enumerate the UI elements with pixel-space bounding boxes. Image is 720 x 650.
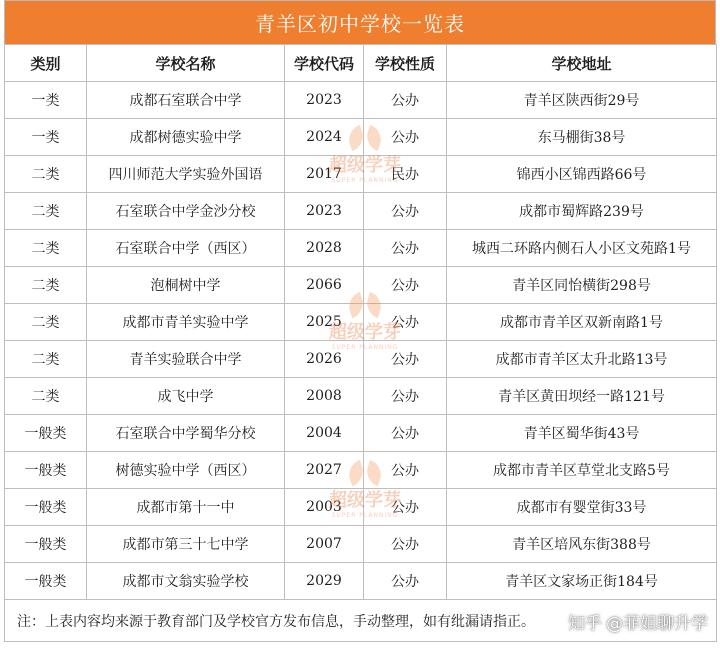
school-code-cell: 2029 [285, 563, 364, 600]
table-row [5, 82, 717, 119]
credit-site: 知乎 [568, 614, 602, 634]
school-type-cell: 公办 [364, 563, 447, 600]
school-code-cell: 2008 [285, 378, 364, 415]
school-name-cell: 树德实验中学（西区） [87, 452, 285, 489]
school-code-cell: 2023 [285, 82, 364, 119]
table-row [5, 378, 717, 415]
school-name-cell: 成都市第十一中 [87, 489, 285, 526]
school-type-cell: 公办 [364, 415, 447, 452]
school-type-cell: 公办 [364, 489, 447, 526]
school-name-cell: 成都市青羊实验中学 [87, 304, 285, 341]
table-row [5, 452, 717, 489]
school-name-cell: 石室联合中学（西区） [87, 230, 285, 267]
watermark-text: 超级学芽 [329, 155, 401, 176]
table-row [5, 526, 717, 563]
header-category: 类别 [5, 45, 87, 82]
header-school-name: 学校名称 [87, 45, 285, 82]
school-code-cell: 2027 [285, 452, 364, 489]
school-address-cell: 锦西小区锦西路66号 [447, 156, 717, 193]
credit-author: @菲姐聊升学 [606, 614, 708, 634]
table-row [5, 489, 717, 526]
school-list-sheet [4, 0, 716, 650]
school-address-cell: 成都市青羊区草堂北支路5号 [447, 452, 717, 489]
school-code-cell: 2004 [285, 415, 364, 452]
school-type-cell: 民办 [364, 156, 447, 193]
school-name-cell: 青羊实验联合中学 [87, 341, 285, 378]
school-code-cell: 2003 [285, 489, 364, 526]
school-code-cell: 2017 [285, 156, 364, 193]
school-type-cell: 公办 [364, 341, 447, 378]
school-code-cell: 2066 [285, 267, 364, 304]
category-cell: 一般类 [5, 563, 87, 600]
watermark-subtext: SUPER PLANNING [331, 177, 399, 184]
table-row [5, 341, 717, 378]
school-code-cell: 2007 [285, 526, 364, 563]
watermark-text: 超级学芽 [329, 490, 401, 511]
school-type-cell: 公办 [364, 119, 447, 156]
school-address-cell: 成都市有婴堂街33号 [447, 489, 717, 526]
table-row [5, 563, 717, 600]
school-type-cell: 公办 [364, 230, 447, 267]
school-name-cell: 成都石室联合中学 [87, 82, 285, 119]
table-row [5, 230, 717, 267]
school-address-cell: 青羊区培风东街388号 [447, 526, 717, 563]
school-type-cell: 公办 [364, 267, 447, 304]
school-name-cell: 成都树德实验中学 [87, 119, 285, 156]
watermark-subtext: SUPER PLANNING [331, 344, 399, 351]
table-title: 青羊区初中学校一览表 [4, 0, 716, 44]
school-name-cell: 四川师范大学实验外国语 [87, 156, 285, 193]
school-address-cell: 青羊区蜀华街43号 [447, 415, 717, 452]
category-cell: 二类 [5, 341, 87, 378]
header-row [5, 45, 717, 82]
watermark-subtext: SUPER PLANNING [331, 512, 399, 519]
school-address-cell: 成都市青羊区双新南路1号 [447, 304, 717, 341]
school-address-cell: 青羊区文家场正街184号 [447, 563, 717, 600]
table-row [5, 415, 717, 452]
school-type-cell: 公办 [364, 82, 447, 119]
school-code-cell: 2023 [285, 193, 364, 230]
category-cell: 一类 [5, 119, 87, 156]
category-cell: 一般类 [5, 489, 87, 526]
school-type-cell: 公办 [364, 452, 447, 489]
header-school-type: 学校性质 [364, 45, 447, 82]
school-code-cell: 2026 [285, 341, 364, 378]
category-cell: 一般类 [5, 526, 87, 563]
school-address-cell: 青羊区黄田坝经一路121号 [447, 378, 717, 415]
school-type-cell: 公办 [364, 193, 447, 230]
category-cell: 一类 [5, 82, 87, 119]
school-type-cell: 公办 [364, 526, 447, 563]
school-name-cell: 成都市第三十七中学 [87, 526, 285, 563]
category-cell: 二类 [5, 230, 87, 267]
category-cell: 二类 [5, 304, 87, 341]
school-name-cell: 泡桐树中学 [87, 267, 285, 304]
table-row [5, 156, 717, 193]
school-address-cell: 东马棚街38号 [447, 119, 717, 156]
watermark-text: 超级学芽 [329, 322, 401, 343]
category-cell: 二类 [5, 193, 87, 230]
school-code-cell: 2024 [285, 119, 364, 156]
school-address-cell: 成都市青羊区太升北路13号 [447, 341, 717, 378]
school-name-cell: 成飞中学 [87, 378, 285, 415]
header-school-code: 学校代码 [285, 45, 364, 82]
header-school-address: 学校地址 [447, 45, 717, 82]
school-code-cell: 2028 [285, 230, 364, 267]
category-cell: 二类 [5, 267, 87, 304]
table-row [5, 119, 717, 156]
school-name-cell: 成都市文翁实验学校 [87, 563, 285, 600]
category-cell: 一般类 [5, 452, 87, 489]
source-note: 注：上表内容均来源于教育部门及学校官方发布信息，手动整理，如有纰漏请指正。 [5, 600, 717, 642]
category-cell: 二类 [5, 156, 87, 193]
school-name-cell: 石室联合中学金沙分校 [87, 193, 285, 230]
category-cell: 一般类 [5, 415, 87, 452]
school-address-cell: 青羊区同怡横街298号 [447, 267, 717, 304]
table-row [5, 304, 717, 341]
school-type-cell: 公办 [364, 378, 447, 415]
table-row [5, 193, 717, 230]
school-type-cell: 公办 [364, 304, 447, 341]
school-address-cell: 成都市蜀辉路239号 [447, 193, 717, 230]
author-credit [568, 609, 708, 634]
table-row [5, 267, 717, 304]
school-address-cell: 城西二环路内侧石人小区文苑路1号 [447, 230, 717, 267]
school-name-cell: 石室联合中学蜀华分校 [87, 415, 285, 452]
school-table [4, 44, 717, 642]
school-code-cell: 2025 [285, 304, 364, 341]
school-address-cell: 青羊区陕西街29号 [447, 82, 717, 119]
category-cell: 二类 [5, 378, 87, 415]
